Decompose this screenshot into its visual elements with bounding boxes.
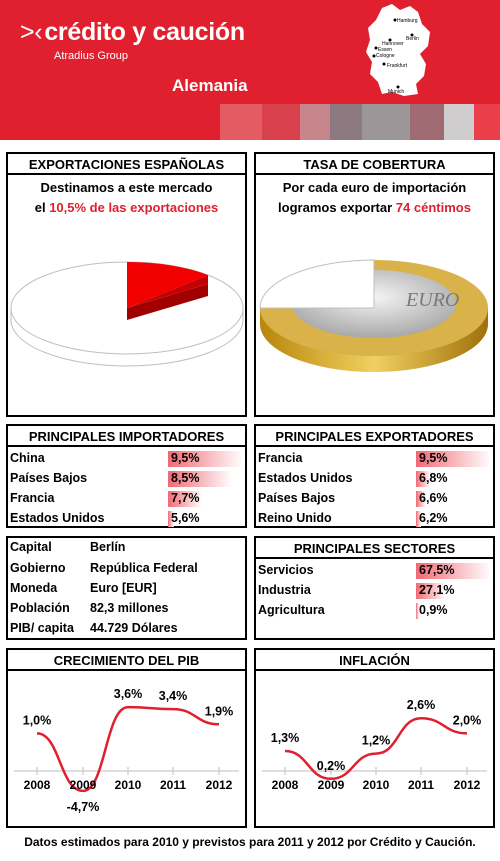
sector-row: Agricultura 0,9% [258,603,448,617]
exports-line2: el 10,5% de las exportaciones [34,200,219,215]
exports-panel [6,152,247,417]
sectors-title: PRINCIPALES SECTORES [256,538,493,559]
gdp-chart-panel [6,648,247,828]
gdp-data-label: 3,6% [113,687,143,702]
brand-name: crédito y caución [44,18,245,46]
coverage-line1: Por cada euro de importación [282,180,467,195]
exports-pie-chart [8,220,245,410]
map-city-label: Munich [388,89,405,95]
header-decoration [330,104,362,140]
inflation-data-label: 1,2% [361,733,391,748]
country-title: Alemania [172,76,248,95]
gdp-chart-title: CRECIMIENTO DEL PIB [8,650,245,671]
importer-row: Francia 7,7% [8,489,245,509]
exporters-panel [254,424,495,528]
inflation-chart-title: INFLACIÓN [256,650,493,671]
coin-text: EURO [406,289,460,311]
gdp-data-label: 1,9% [204,704,234,719]
importer-row: China 9,5% [8,449,245,469]
importer-row: Estados Unidos 5,6% [10,511,200,525]
map-city-label: Essen [378,47,392,53]
coverage-line2: logramos exportar 74 céntimos [278,200,471,215]
map-city-label: Hamburg [397,18,418,24]
header-decoration [362,104,410,140]
gdp-year-label: 2011 [159,778,187,792]
gdp-data-label: 1,0% [22,713,52,728]
coverage-title: TASA DE COBERTURA [256,154,493,175]
sector-row: Industria 27,1% [258,583,455,597]
inflation-data-label: 2,6% [406,698,436,713]
gdp-data-label: 3,4% [158,689,188,704]
fact-row: Moneda Euro [EUR] [10,581,157,595]
header-decoration [474,104,500,140]
brand-tagline: Atradius Group [54,50,128,62]
map-city-label: Frankfurt [387,63,408,69]
importers-panel [6,424,247,528]
fact-row: Capital Berlín [10,540,126,554]
map-city-label: Hannover [382,41,404,47]
gdp-year-label: 2009 [69,778,97,792]
sector-row: Servicios 67,5% [256,561,493,581]
sectors-panel [254,536,495,640]
fact-row: Gobierno República Federal [10,561,198,575]
exporter-row: Reino Unido 6,2% [258,511,448,525]
header-decoration [410,104,444,140]
inflation-data-label: 1,3% [270,731,300,746]
inflation-year-label: 2008 [271,778,299,792]
header-decoration [220,104,262,140]
inflation-data-label: 0,2% [316,758,346,773]
inflation-year-label: 2009 [317,778,345,792]
gdp-data-label: -4,7% [66,799,100,814]
exports-title: EXPORTACIONES ESPAÑOLAS [8,154,245,175]
exporters-title: PRINCIPALES EXPORTADORES [256,426,493,447]
inflation-year-label: 2010 [362,778,390,792]
fact-row: PIB/ capita 44.729 Dólares [10,621,178,635]
exporter-row: Países Bajos 6,6% [258,491,448,505]
importers-title: PRINCIPALES IMPORTADORES [8,426,245,447]
germany-map-icon [360,2,438,98]
map-city-label: Cologne [376,53,395,59]
gdp-year-label: 2010 [114,778,142,792]
brand-logo: >‹crédito y caución [20,18,245,46]
gdp-year-label: 2012 [205,778,233,792]
inflation-line-chart [256,671,493,826]
importer-row: Países Bajos 8,5% [8,469,245,489]
footer-note: Datos estimados para 2010 y previstos para 2011 y 2012 por Crédito y Caución. [24,835,476,849]
fact-row: Población 82,3 millones [10,601,169,615]
euro-coin-icon [256,220,493,410]
exports-highlight: 10,5% de las exportaciones [49,200,219,215]
country-facts-panel [6,536,247,640]
header-decoration [444,104,474,140]
coverage-highlight: 74 céntimos [395,200,471,215]
exports-line1: Destinamos a este mercado [40,180,213,195]
inflation-data-label: 2,0% [452,713,482,728]
map-city-label: Berlin [406,36,419,42]
inflation-year-label: 2012 [453,778,481,792]
header-decoration [262,104,300,140]
coverage-panel [254,152,495,417]
header-decoration [300,104,330,140]
exporter-row: Francia 9,5% [256,449,493,469]
gdp-year-label: 2008 [23,778,51,792]
gdp-line-chart [8,671,245,826]
exporter-row: Estados Unidos 6,8% [258,471,448,485]
header-banner [0,0,500,140]
inflation-year-label: 2011 [407,778,435,792]
inflation-chart-panel [254,648,495,828]
